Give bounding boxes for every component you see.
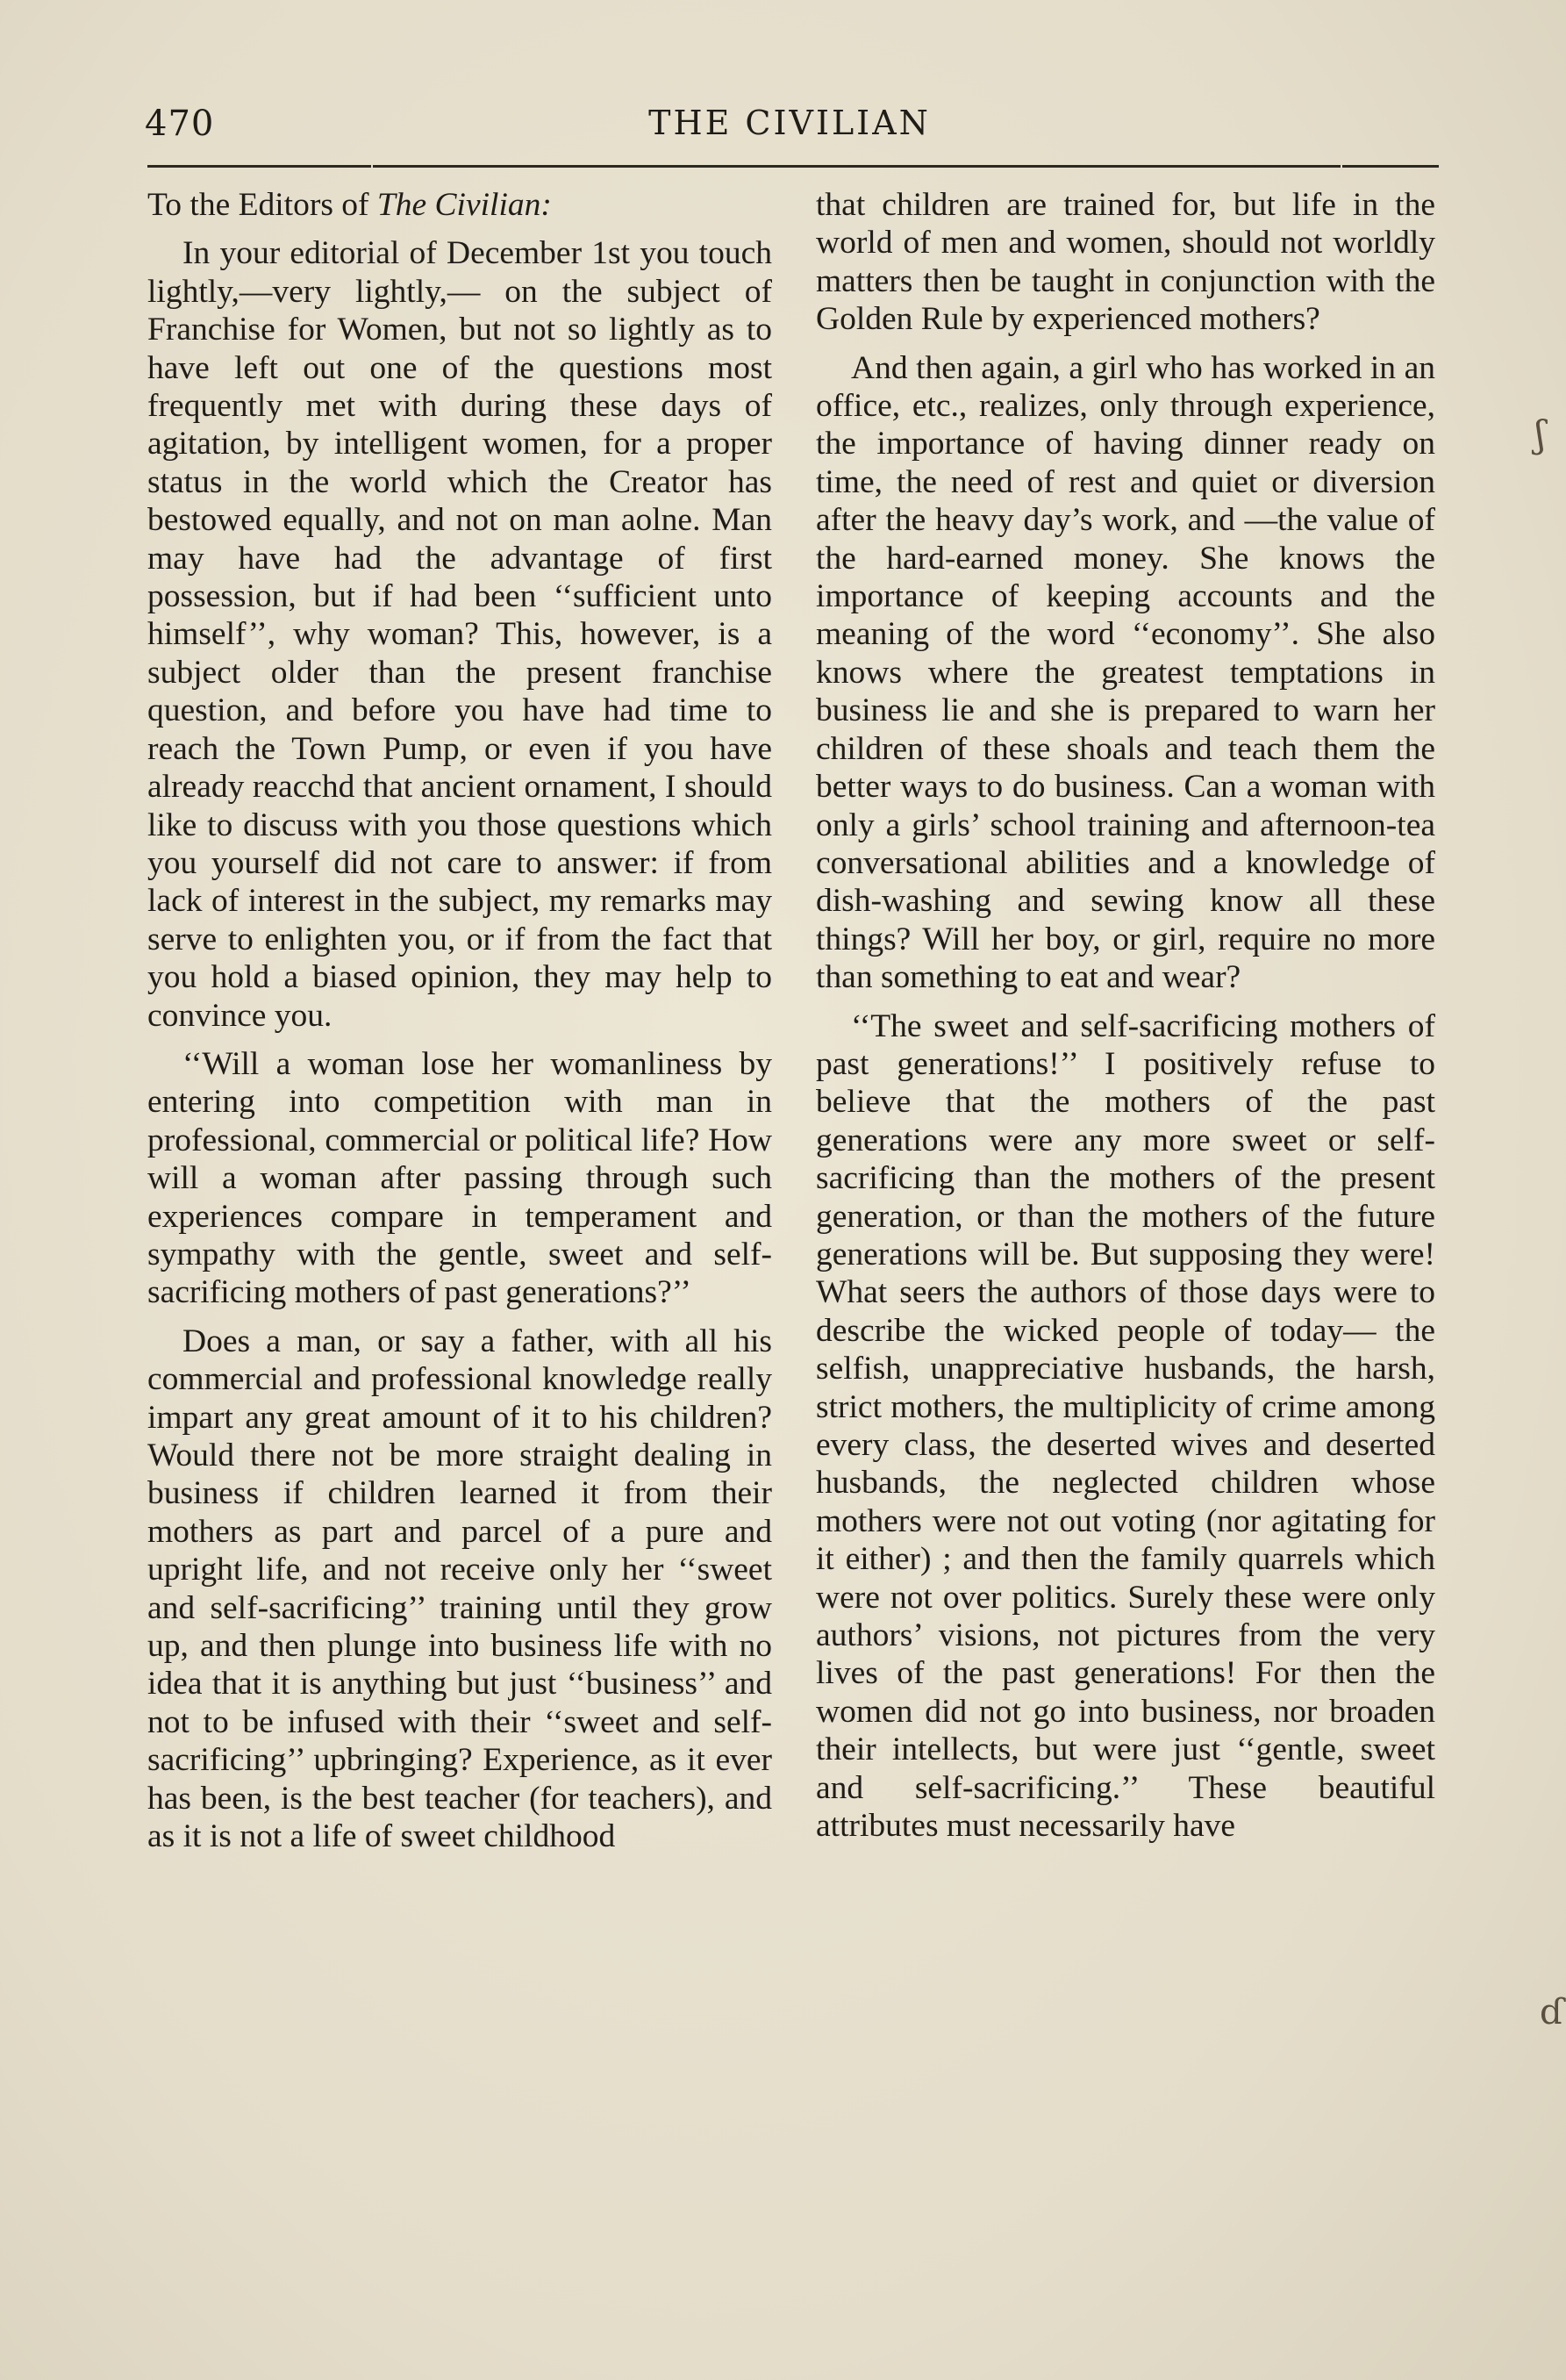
paragraph: ‘‘Will a woman lose her womanliness by entering into competition with man in professional, commercial or political life? How will a woman after passing through such experiences compare in temperament and sympathy with the gentle, sweet and self-sacrificing mothers of past generations?’’: [147, 1045, 772, 1311]
paragraph: And then again, a girl who has worked in an office, etc., realizes, only through experience, the importance of having dinner ready on time, the need of rest and quiet or diversion after the heavy day’s work, and —the value of the hard-earned money. She knows the importance of keeping accounts and the meaning of the word ‘‘economy’’. She also knows where the greatest temptations in business lie and she is prepared to warn her children of these shoals and teach them the better ways to do business. Can a woman with only a girls’ school training and afternoon-tea conversational abilities and a knowledge of dish-washing and sewing know all these things? Will her boy, or girl, require no more than something to eat and wear?: [816, 349, 1435, 996]
paragraph: Does a man, or say a father, with all his commercial and professional knowledge really impart any great amount of it to his children? Would there not be more straight dealing in business if children learned it from their mothers as part and parcel of a pure and upright life, and not receive only her ‘‘sweet and self-sacrificing’’ training until they grow up, and then plunge into business life with no idea that it is anything but just ‘‘business’’ and not to be infused with their ‘‘sweet and self-sacrificing’’ upbringing? Experience, as it ever has been, is the best teacher (for teachers), and as it is not a life of sweet childhood: [147, 1323, 772, 1855]
header-rule-left: [147, 165, 371, 168]
page-number: 470: [145, 104, 215, 144]
paragraph: ‘‘The sweet and self-sacrificing mothers of past generations!’’ I positively refuse to believe that the mothers of the past generations were any more sweet or self-sacrificing than the mothers of the present generation, or than the mothers of the future generations will be. But supposing they were! What seers the authors of those days were to describe the wicked people of today— the selfish, unappreciative husbands, the harsh, strict mothers, the multiplicity of crime among every class, the deserted wives and deserted husbands, the neglected children whose mothers were not out voting (nor agitating for it either) ; and then the family quarrels which were not over politics. Surely these were only authors’ visions, not pictures from the very lives of the past generations! For then the women did not go into business, nor broaden their intellects, but were just ‘‘gentle, sweet and self-sacrificing.’’ These beautiful attributes must necessarily have: [816, 1007, 1435, 1845]
publication-name: The Civilian:: [376, 187, 552, 223]
left-column: [147, 186, 772, 1855]
margin-blemish: ʃ: [1535, 412, 1546, 455]
paragraph: In your editorial of December 1st you touch lightly,—very lightly,— on the subject of Franchise for Women, but not so lightly as to have left out one of the questions most frequently met with during these days of agitation, by intelligent women, for a proper status in the world which the Creator has bestowed equally, and not on man aolne. Man may have had the advantage of first possession, but if had been ‘‘sufficient unto himself’’, why woman? This, however, is a subject older than the present franchise question, and before you have had time to reach the Town Pump, or even if you have already reacchd that ancient ornament, I should like to discuss with you those questions which you yourself did not care to answer: if from lack of interest in the subject, my remarks may serve to enlighten you, or if from the fact that you hold a biased opinion, they may help to convince you.: [147, 235, 772, 1034]
continued-paragraph: that children are trained for, but life in the world of men and women, should not worldly matters then be taught in conjunction with the Golden Rule by experienced mothers?: [816, 187, 1435, 338]
page-header: [145, 104, 1434, 156]
header-rule-right: [1342, 165, 1439, 168]
margin-blemish: ɗ: [1540, 1992, 1564, 2032]
salutation: [147, 186, 772, 224]
header-rule-middle: [373, 165, 1341, 168]
running-title: THE CIVILIAN: [648, 104, 931, 142]
right-column: [816, 186, 1435, 1845]
salutation-prefix: To the Editors of: [147, 187, 377, 223]
